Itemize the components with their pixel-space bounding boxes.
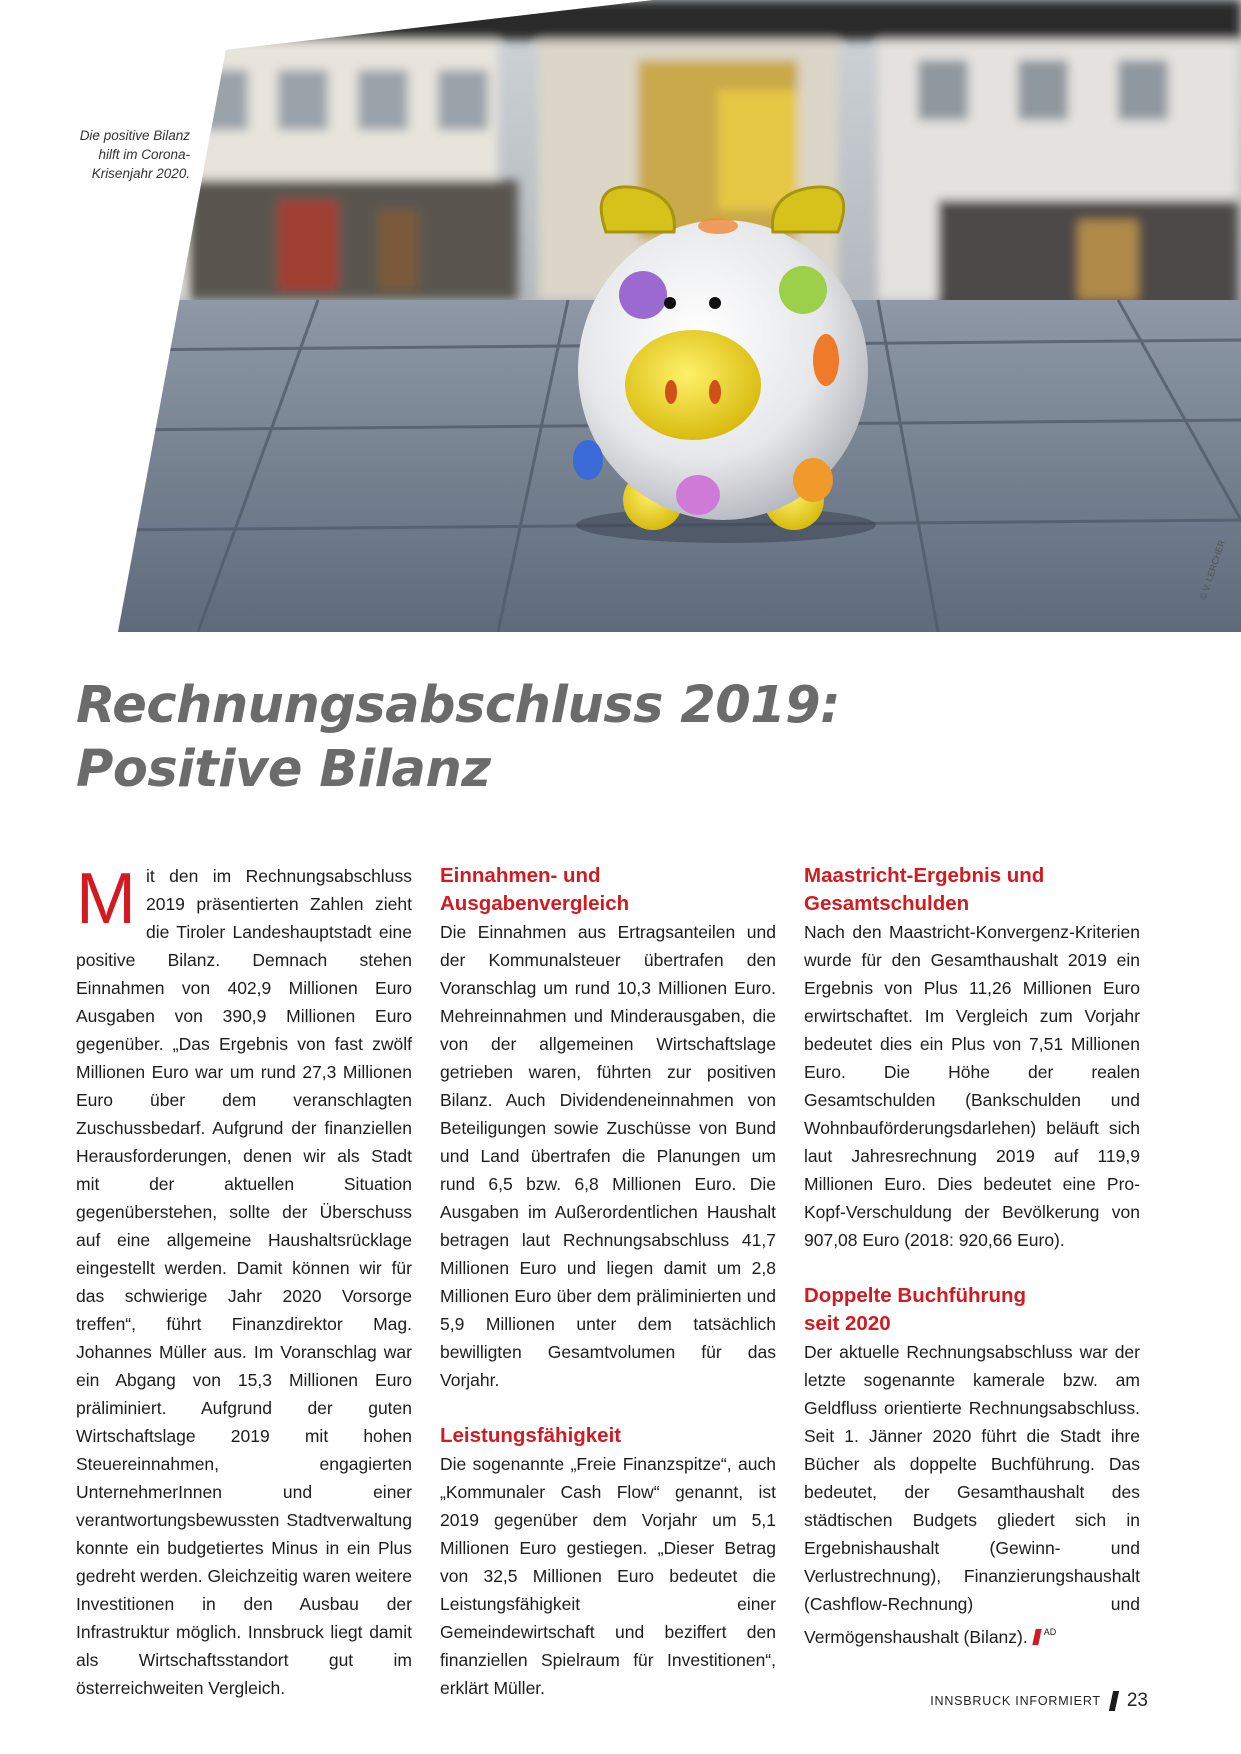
column-2 bbox=[440, 862, 776, 1702]
section-body: Die Einnahmen aus Ertragsanteilen und der Kommunalsteuer übertrafen den Voranschlag um rund 10,3 Millionen Euro. Mehreinnahmen und Minderausgaben, die von der allgemeinen Wirtschaftslage getrieben waren, führten zur positiven Bilanz. Auch Dividendeneinnahmen von Beteiligungen sowie Zuschüsse von Bund und Land übertrafen die Planungen um rund 6,5 bzw. 6,8 Millionen Euro. Die Ausgaben im Außerordentlichen Haushalt betragen laut Rechnungsabschluss 41,7 Millionen Euro und liegen damit um 2,8 Millionen Euro über dem präliminierten und 5,9 Millionen unter dem tatsächlich bewilligten Gesamtvolumen für das Vorjahr. bbox=[440, 922, 776, 1390]
column-3 bbox=[804, 862, 1140, 1651]
heading-line: Maastricht-Ergebnis und bbox=[804, 864, 1045, 887]
intro-paragraph bbox=[76, 859, 412, 1702]
section-heading bbox=[440, 1422, 776, 1450]
title-line: Positive Bilanz bbox=[76, 740, 491, 799]
piggy-bank-photo bbox=[118, 0, 1241, 632]
intro-text: it den im Rechnungsabschluss 2019 präsentierten Zahlen zieht die Tiroler Landeshauptstadt eine positive Bilanz. Demnach stehen Einnahmen von 402,9 Millionen Euro Ausgaben von 390,9 Millionen Euro gegenüber. „Das Ergebnis von fast zwölf Millionen Euro war um rund 27,3 Millionen Euro über dem veranschlagten Zuschussbedarf. Aufgrund der finanziellen Herausforderungen, denen wir als Stadt mit der aktuellen Situation gegenüberstehen, sollte der Überschuss auf eine allgemeine Haushaltsrücklage eingestellt werden. Damit können wir für das schwierige Jahr 2020 Vorsorge treffen“, führt Finanzdirektor Mag. Johannes Müller aus. Im Voranschlag war ein Abgang von 15,3 Millionen Euro präliminiert. Aufgrund der guten Wirtschaftslage 2019 mit hohen Steuereinnahmen, engagierten UnternehmerInnen und einer verantwortungsbewussten Stadtverwaltung konnte ein budgetiertes Minus in ein Plus gedreht werden. Gleichzeitig waren weitere Investitionen in den Ausbau der Infrastruktur möglich. Innsbruck liegt damit als Wirtschaftsstandort gut im österreichweiten Vergleich. bbox=[76, 866, 412, 1698]
publication-name: INNSBRUCK INFORMIERT bbox=[930, 1694, 1101, 1708]
caption-line: Krisenjahr 2020. bbox=[91, 166, 190, 181]
column-1 bbox=[76, 859, 412, 1702]
section-body: Die sogenannte „Freie Finanzspitze“, auch „Kommunaler Cash Flow“ genannt, ist 2019 gegenüber dem Vorjahr um 5,1 Millionen Euro gestiegen. „Dieser Betrag von 32,5 Millionen Euro bedeutet die Leistungsfähigkeit einer Gemeindewirtschaft und beziffert den finanziellen Spielraum für Investitionen“, erklärt Müller. bbox=[440, 1454, 776, 1698]
end-mark-icon bbox=[1032, 1629, 1041, 1645]
hero-photo bbox=[118, 0, 1241, 632]
heading-line: Leistungsfähigkeit bbox=[440, 1424, 622, 1447]
drop-cap: M bbox=[76, 859, 136, 939]
separator-bar-icon bbox=[1109, 1691, 1119, 1711]
section-heading bbox=[804, 1282, 1140, 1338]
title-line: Rechnungsabschluss 2019: bbox=[76, 676, 841, 735]
heading-line: Ausgabenvergleich bbox=[440, 892, 630, 915]
section-heading bbox=[804, 862, 1140, 918]
section-heading bbox=[440, 862, 776, 918]
section-body: Nach den Maastricht-Konvergenz-Kriterien wurde für den Gesamthaushalt 2019 ein Ergebnis von Plus 11,26 Millionen Euro erwirtschaftet. Im Vergleich zum Vorjahr bedeutet dies ein Plus von 7,51 Millionen Euro. Die Höhe der realen Gesamtschulden (Bankschulden und Wohnbauförderungsdarlehen) beläuft sich laut Jahresrechnung 2019 auf 119,9 Millionen Euro. Dies bedeutet eine Pro-Kopf-Verschuldung der Bevölkerung von 907,08 Euro (2018: 920,66 Euro). bbox=[804, 922, 1140, 1250]
caption-line: Die positive Bilanz bbox=[79, 128, 190, 143]
author-initials: AD bbox=[1043, 1627, 1057, 1637]
section-body bbox=[804, 1338, 1140, 1651]
heading-line: Einnahmen- und bbox=[440, 864, 601, 887]
article-title bbox=[76, 674, 840, 802]
photo-caption bbox=[40, 126, 190, 183]
page-footer bbox=[930, 1690, 1148, 1712]
page-number: 23 bbox=[1126, 1690, 1148, 1711]
photo-credit: © V. LERCHER bbox=[1198, 538, 1227, 602]
heading-line: seit 2020 bbox=[804, 1312, 891, 1335]
heading-line: Doppelte Buchführung bbox=[804, 1284, 1027, 1307]
section-body-text: Der aktuelle Rechnungsabschluss war der letzte sogenannte kamerale bzw. am Geldfluss orientierte Rechnungsabschluss. Seit 1. Jänner 2020 führt die Stadt ihre Bücher als doppelte Buchführung. Das bedeutet, der Gesamthaushalt des städtischen Budgets gliedert sich in Ergebnishaushalt (Gewinn- und Verlustrechnung), Finanzierungshaushalt (Cashflow-Rechnung) und Vermögenshaushalt (Bilanz). bbox=[804, 1342, 1140, 1647]
caption-line: hilft im Corona- bbox=[98, 147, 190, 162]
heading-line: Gesamtschulden bbox=[804, 892, 970, 915]
